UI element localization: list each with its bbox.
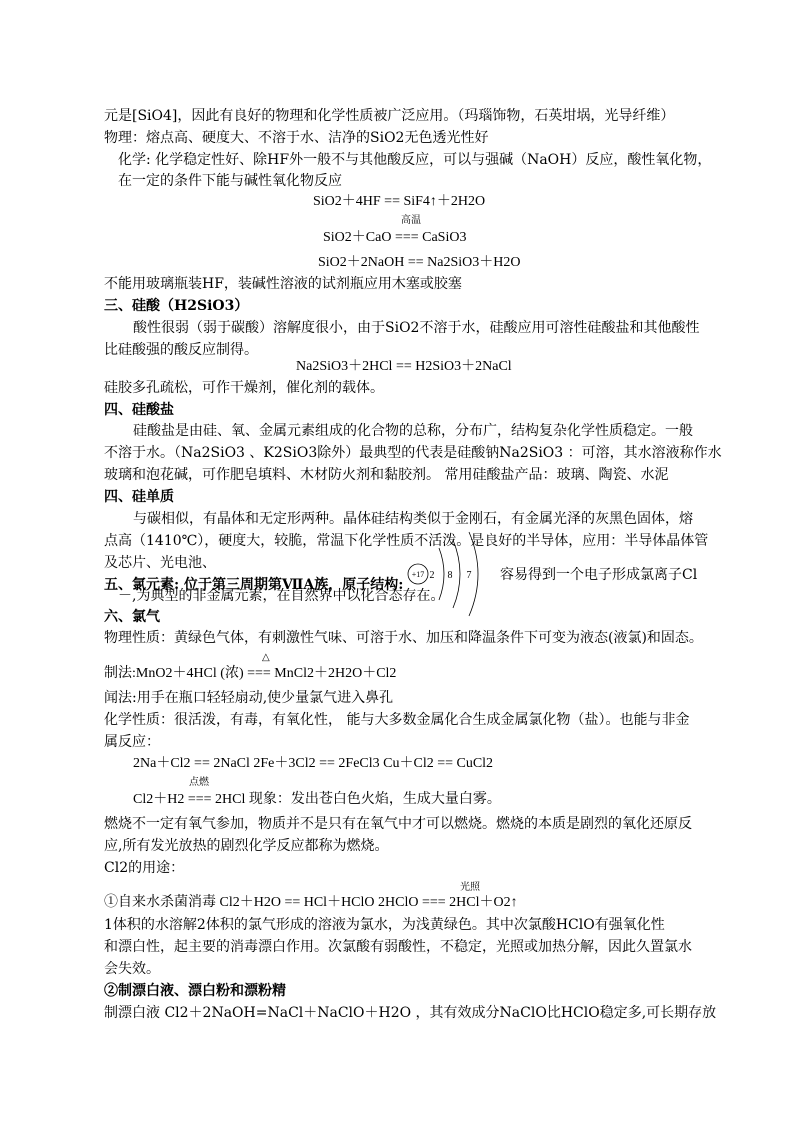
paragraph-line: 闻法:用手在瓶口轻轻扇动,使少量氯气进入鼻孔 bbox=[104, 690, 394, 706]
equation-chlorine-water: ①自来水杀菌消毒 Cl2＋H2O == HCl＋HClO 2HClO === 2HCl＋O2↑ bbox=[104, 895, 518, 910]
paragraph-line: 不能用玻璃瓶装HF，装碱性溶液的试剂瓶应用木塞或胶塞 bbox=[104, 276, 462, 292]
paragraph-line: 及芯片、光电池、 bbox=[104, 555, 216, 571]
electron-shell-2 bbox=[453, 540, 460, 608]
paragraph-line: 比硅酸强的酸反应制得。 bbox=[104, 342, 258, 358]
paragraph-line: 元是[SiO4]，因此有良好的物理和化学性质被广泛应用。（玛瑙饰物，石英坩埚，光导纤维） bbox=[104, 108, 675, 124]
equation-na2sio3-hcl: Na2SiO3＋2HCl == H2SiO3＋2NaCl bbox=[296, 359, 512, 374]
paragraph-line: 制漂白液 Cl2＋2NaOH=NaCl＋NaClO＋H2O ，其有效成分NaClO比HClO稳定多,可长期存放 bbox=[104, 1005, 717, 1021]
section-heading: 四、硅单质 bbox=[104, 489, 174, 505]
paragraph-line: 燃烧不一定有氧气参加，物质并不是只有在氧气中才可以燃烧。燃烧的本质是剧烈的氧化还原反 bbox=[104, 816, 692, 832]
condition-light: 光照 bbox=[460, 882, 480, 893]
equation-sio2-cao: SiO2＋CaO === CaSiO3 bbox=[323, 230, 467, 245]
equation-metal-chlorides: 2Na＋Cl2 == 2NaCl 2Fe＋3Cl2 == 2FeCl3 Cu＋Cl2 == CuCl2 bbox=[133, 756, 494, 771]
paragraph-line: 玻璃和泡花碱，可作肥皂填料、木材防火剂和黏胶剂。 常用硅酸盐产品：玻璃、陶瓷、水泥 bbox=[104, 467, 669, 483]
paragraph-line: 酸性很弱（弱于碳酸）溶解度很小，由于SiO2不溶于水，硅酸应用可溶性硅酸盐和其他酸性 bbox=[133, 320, 700, 336]
paragraph-line: 与碳相似，有晶体和无定形两种。晶体硅结构类似于金刚石，有金属光泽的灰黑色固体，熔 bbox=[133, 511, 693, 527]
paragraph-line: 点高（1410℃），硬度大，较脆，常温下化学性质不活泼。是良好的半导体，应用：半导体晶体管 bbox=[104, 533, 709, 549]
condition-ignite: 点燃 bbox=[189, 777, 209, 788]
paragraph-line: 1体积的水溶解2体积的氯气形成的溶液为氯水，为浅黄绿色。其中次氯酸HClO有强氧化性 bbox=[104, 917, 665, 933]
paragraph-line: 属反应： bbox=[104, 734, 160, 750]
paragraph-line: 物理：熔点高、硬度大、不溶于水、洁净的SiO2无色透光性好 bbox=[104, 130, 489, 146]
paragraph-line: －,为典型的非金属元素，在自然界中以化合态存在。 bbox=[118, 588, 445, 604]
equation-sio2-hf: SiO2＋4HF == SiF4↑＋2H2O bbox=[313, 194, 486, 209]
shell-3-electrons: 7 bbox=[466, 570, 472, 581]
shell-1-electrons: 2 bbox=[429, 570, 435, 581]
equation-chlorine-prep: 制法:MnO2＋4HCl (浓) === MnCl2＋2H2O＋Cl2 bbox=[104, 666, 397, 681]
equation-sio2-naoh: SiO2＋2NaOH == Na2SiO3＋H2O bbox=[318, 255, 521, 270]
equation-h2-cl2: Cl2＋H2 === 2HCl 现象：发出苍白色火焰，生成大量白雾。 bbox=[133, 792, 501, 807]
paragraph-line: 会失效。 bbox=[104, 961, 160, 977]
paragraph-line: Cl2的用途： bbox=[104, 860, 185, 876]
section-heading: 三、硅酸（H2SiO3） bbox=[104, 298, 249, 314]
condition-heat: △ bbox=[262, 652, 270, 663]
paragraph-line: 硅胶多孔疏松，可作干燥剂，催化剂的载体。 bbox=[104, 380, 384, 396]
paragraph-line: 容易得到一个电子形成氯离子Cl bbox=[500, 567, 698, 583]
section-heading-chlorine: 五、氯元素: 位于第三周期第ⅦA族，原子结构: bbox=[104, 577, 404, 593]
condition-high-temp: 高温 bbox=[401, 215, 421, 226]
shell-2-electrons: 8 bbox=[447, 570, 453, 581]
section-heading: 六、氯气 bbox=[104, 609, 160, 625]
paragraph-line: 和漂白性，起主要的消毒漂白作用。次氯酸有弱酸性，不稳定，光照或加热分解，因此久置氯水 bbox=[104, 939, 692, 955]
section-heading: 四、硅酸盐 bbox=[104, 402, 174, 418]
paragraph-line: 应,所有发光放热的剧烈化学反应都称为燃烧。 bbox=[104, 838, 389, 854]
paragraph-line: 在一定的条件下能与碱性氧化物反应 bbox=[118, 173, 342, 189]
subsection-heading: ②制漂白液、漂白粉和漂粉精 bbox=[104, 983, 286, 999]
paragraph-line: 化学: 化学稳定性好、除HF外一般不与其他酸反应，可以与强碱（NaOH）反应，酸性氧化物， bbox=[118, 152, 712, 168]
paragraph-line: 不溶于水。（Na2SiO3 、K2SiO3除外）最典型的代表是硅酸钠Na2SiO3 ：可溶，其水溶液称作水 bbox=[104, 445, 722, 461]
paragraph-line: 化学性质：很活泼，有毒，有氧化性， 能与大多数金属化合生成金属氯化物（盐）。也能与非金 bbox=[104, 712, 690, 728]
paragraph-line: 硅酸盐是由硅、氧、金属元素组成的化合物的总称，分布广，结构复杂化学性质稳定。一般 bbox=[133, 423, 693, 439]
nucleus-charge: +17 bbox=[411, 570, 425, 579]
paragraph-line: 物理性质：黄绿色气体，有刺激性气味、可溶于水、加压和降温条件下可变为液态(液氯)和固态。 bbox=[104, 630, 703, 646]
